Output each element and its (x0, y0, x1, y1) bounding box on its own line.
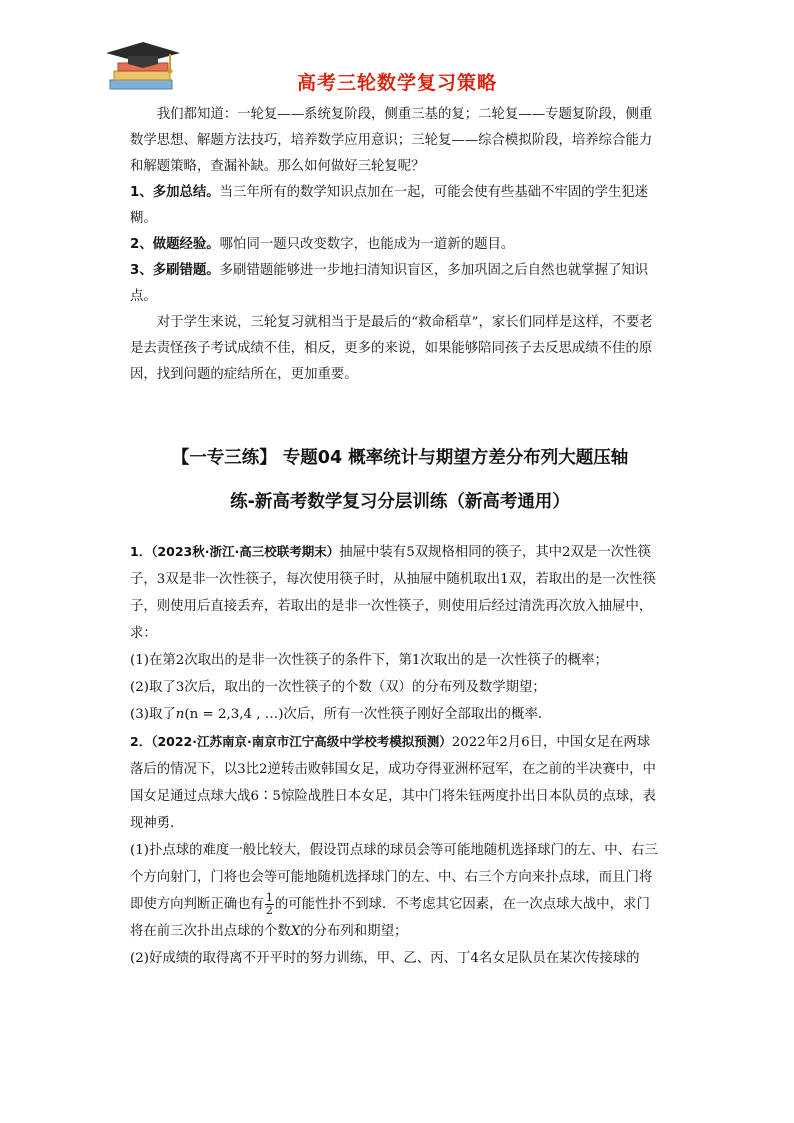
q1-text-c: 的分布列和期望； (300, 924, 408, 939)
document-title (120, 436, 680, 524)
q3-prefix: (3)取了 (130, 707, 176, 722)
fraction-numerator: 1 (265, 891, 273, 904)
document-title-line-2: 练-新高考数学复习分层训练（新高考通用） (230, 492, 570, 512)
q3-suffix: 次后，所有一次性筷子刚好全部取出的概率． (283, 707, 552, 722)
math-variable-x: X (290, 924, 301, 939)
banner-title: 高考三轮数学复习策略 (296, 72, 497, 94)
document-title-line-1: 【一专三练】 专题04 概率统计与期望方差分布列大题压轴 (171, 448, 629, 468)
tip-3-label: 3、多刷错题。 (130, 263, 220, 278)
tip-1-text: 当三年所有的数学知识点加在一起，可能会使有些基础不牢固的学生犯迷糊。 (130, 185, 649, 226)
problem-1-source: （2023秋·浙江·高三校联考期末） (151, 544, 340, 559)
fraction-one-half (265, 892, 274, 917)
problem-1-question-3 (130, 701, 660, 728)
tip-1-label: 1、多加总结。 (130, 185, 220, 200)
intro-section (130, 102, 660, 388)
math-variable-n: n (175, 707, 185, 722)
problem-2-text: 2022年2月6日，中国女足在两球落后的情况下，以3比2逆转击败韩国女足，成功夺得亚洲杯冠军，在之前的半决赛中，中国女足通过点球大战6∶5惊险战胜日本女足，其中门将朱钰两度扑出日本队员的点球，表现神勇． (130, 735, 656, 831)
q1-text-b: 的可能性扑不到球．不考虑其它因素，在一次点球大战中，求门将在前三次扑出点球的个数 (130, 897, 650, 939)
tip-2-text: 哪怕同一题只改变数字，也能成为一道新的题目。 (219, 237, 515, 252)
tip-1 (130, 180, 660, 232)
tip-3 (130, 258, 660, 310)
problem-2-question-1 (130, 837, 660, 945)
problem-2-stem (130, 728, 660, 837)
tip-3-text: 多刷错题能够进一步地扫清知识盲区，多加巩固之后自然也就掌握了知识点。 (130, 263, 649, 304)
problem-2-source: （2022·江苏南京·南京市江宁高级中学校考模拟预测） (151, 734, 452, 749)
tip-2 (130, 232, 660, 258)
problem-2-question-2: (2)好成绩的取得离不开平时的努力训练，甲、乙、丙、丁4名女足队员在某次传接球的 (130, 951, 640, 966)
problem-1-question-1: (1)在第2次取出的是非一次性筷子的条件下，第1次取出的是一次性筷子的概率； (130, 653, 608, 668)
fraction-denominator: 2 (265, 904, 273, 917)
problems-section (130, 538, 660, 972)
problem-1-stem (130, 538, 660, 647)
problem-1-number: 1． (130, 544, 152, 559)
q1-text-a: (1)扑点球的难度一般比较大，假设罚点球的球员会等可能地随机选择球门的左、中、右三个方向射门，门将也会等可能地随机选择球门的左、中、右三个方向来扑点球，而且门将即使方向判断正确也有 (130, 843, 658, 912)
tip-2-label: 2、做题经验。 (130, 237, 220, 252)
problem-1-text: 抽屉中装有5双规格相同的筷子，其中2双是一次性筷子，3双是非一次性筷子，每次使用筷子时，从抽屉中随机取出1双，若取出的是一次性筷子，则使用后直接丢弃，若取出的是非一次性筷子，则使用后经过清洗再次放入抽屉中，求： (130, 545, 656, 641)
problem-2-number: 2． (130, 734, 152, 749)
problem-1-question-2: (2)取了3次后，取出的一次性筷子的个数（双）的分布列及数学期望； (130, 680, 546, 695)
math-condition: (n = 2,3,4 , …) (184, 707, 284, 722)
closing-paragraph: 对于学生来说，三轮复习就相当于是最后的“救命稻草”，家长们同样是这样，不要老是去责怪孩子考试成绩不佳，相反，更多的来说，如果能够陪同孩子去反思成绩不佳的原因，找到问题的症结所在，更加重要。 (130, 315, 653, 382)
intro-paragraph: 我们都知道：一轮复——系统复阶段，侧重三基的复；二轮复——专题复阶段，侧重数学思想、解题方法技巧，培养数学应用意识；三轮复——综合模拟阶段，培养综合能力和解题策略，查漏补缺。那么如何做好三轮复呢？ (130, 107, 653, 174)
